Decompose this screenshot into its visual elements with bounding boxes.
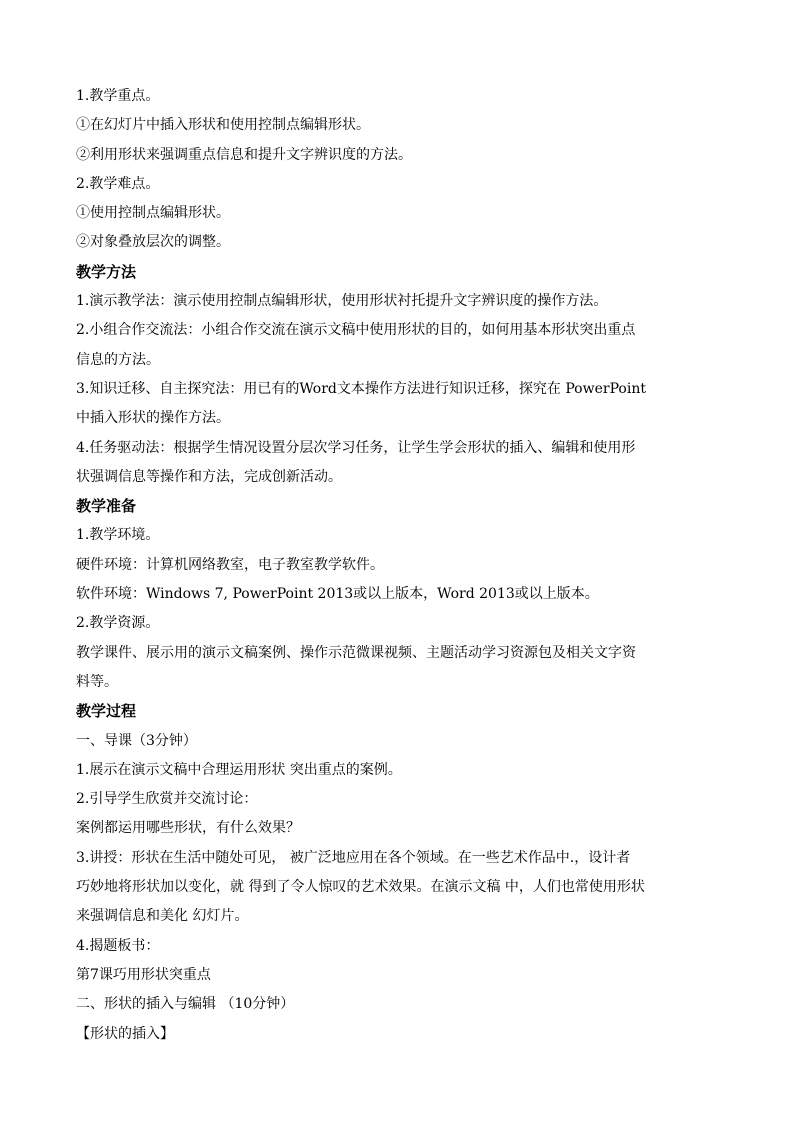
section-heading: 教学准备 [76,497,137,516]
text-line: 3.知识迁移、自主探究法：用已有的Word文本操作方法进行知识迁移，探究在 PowerPoint [76,380,646,397]
text-line: ①在幻灯片中插入形状和使用控制点编辑形状。 [76,117,370,134]
text-line: 软件环境：Windows 7, PowerPoint 2013或以上版本，Word 2013或以上版本。 [76,586,599,603]
text-line: 1.展示在演示文稿中合理运用形状 突出重点的案例。 [76,761,402,778]
text-line: 3.讲授：形状在生活中随处可见， 被广泛地应用在各个领域。在一些艺术作品中.，设计者 [76,849,631,866]
text-line: 第7课巧用形状突重点 [76,966,211,983]
text-line: 1.演示教学法：演示使用控制点编辑形状，使用形状衬托提升文字辨识度的操作方法。 [76,293,608,310]
text-line: 【形状的插入】 [76,1025,174,1042]
text-line: 来强调信息和美化 幻灯片。 [76,908,249,925]
section-heading: 教学方法 [76,262,137,281]
text-line: 1.教学环境。 [76,527,160,544]
text-line: 信息的方法。 [76,351,160,368]
text-line: 4.任务驱动法：根据学生情况设置分层次学习任务，让学生学会形状的插入、编辑和使用形 [76,439,636,456]
text-line: ②利用形状来强调重点信息和提升文字辨识度的方法。 [76,146,412,163]
text-line: 2.教学资源。 [76,615,160,632]
text-line: 中插入形状的操作方法。 [76,410,230,427]
text-line: 硬件环境：计算机网络教室，电子教室教学软件。 [76,556,384,573]
text-line: 二、形状的插入与编辑 （10分钟） [76,996,295,1013]
text-line: 料等。 [76,673,118,690]
text-line: 一、导课（3分钟） [76,732,197,749]
document-body [76,82,721,1049]
section-heading: 教学过程 [76,702,137,721]
text-line: 1.教学重点。 [76,88,160,104]
text-line: 案例都运用哪些形状，有什么效果？ [76,820,300,837]
text-line: 2.小组合作交流法：小组合作交流在演示文稿中使用形状的目的，如何用基本形状突出重点 [76,322,636,339]
text-line: 教学课件、展示用的演示文稿案例、操作示范微课视频、主题活动学习资源包及相关文字资 [76,644,636,661]
text-line: 4.揭题板书： [76,937,160,954]
text-line: ①使用控制点编辑形状。 [76,205,230,222]
text-line: ②对象叠放层次的调整。 [76,234,230,251]
text-line: 状强调信息等操作和方法，完成创新活动。 [76,468,342,485]
text-line: 巧妙地将形状加以变化，就 得到了令人惊叹的艺术效果。在演示文稿 中，人们也常使用形状 [76,879,645,896]
text-line: 2.教学难点。 [76,175,160,192]
text-line: 2.引导学生欣赏并交流讨论： [76,791,258,808]
